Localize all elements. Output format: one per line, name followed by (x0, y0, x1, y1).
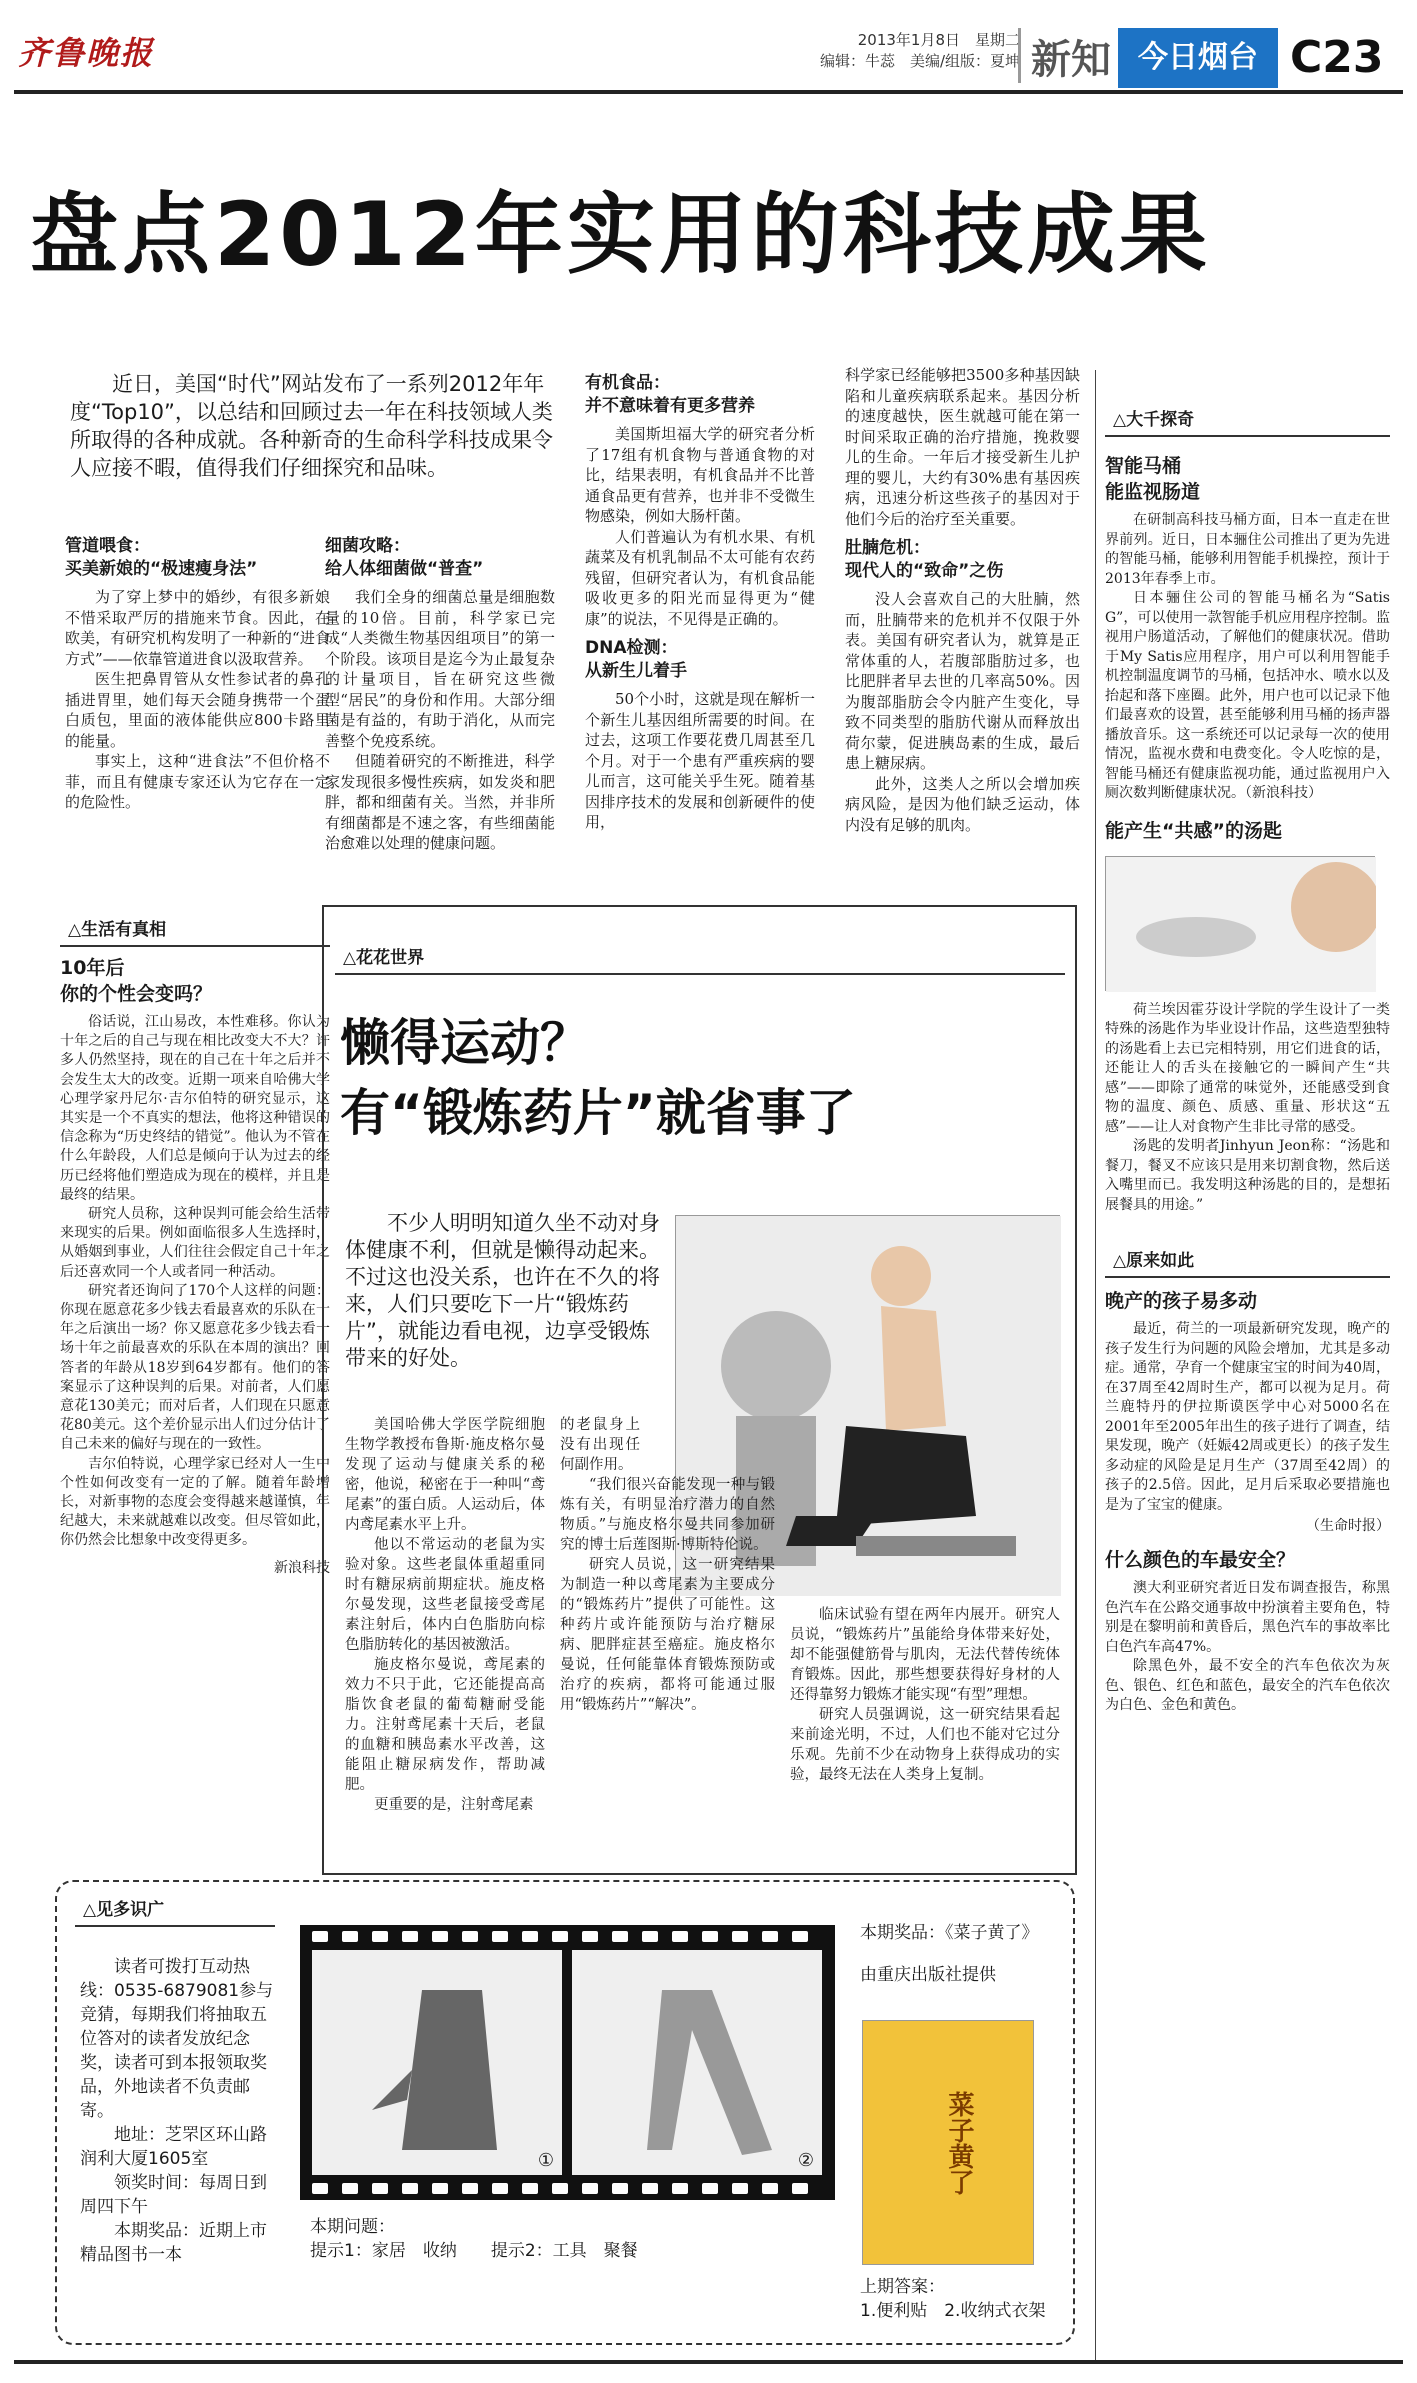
shark-bottle-icon (312, 1950, 562, 2175)
feature-title-line1: 懒得运动？ (340, 1014, 590, 1072)
quiz-photo-1 (312, 1950, 562, 2175)
lead-paragraph: 近日，美国“时代”网站发布了一系列2012年年度“Top10”，以总结和回顾过去一年在科技领域人类所取得的各种成就。各种新奇的生命科学科技成果令人应接不暇，值得我们仔细探究和品味。 (70, 372, 553, 480)
paragraph: 施皮格尔曼说，鸢尾素的效力不只于此，它还能提高高脂饮食老鼠的葡萄糖耐受能力。注射鸢尾素十天后，老鼠的血糖和胰岛素水平改善，这能阻止糖尿病发作，帮助减肥。 (345, 1657, 545, 1793)
film-strip (300, 1925, 835, 2200)
article-title: 你的个性会变吗？ (60, 983, 213, 1005)
paragraph: 更重要的是，注射鸢尾素 (374, 1797, 534, 1813)
paragraph: 澳大利亚研究者近日发布调查报告，称黑色汽车在公路交通事故中扮演着主要角色，特别是在黎明前和黄昏后，黑色汽车的事故率比白色汽车高47%。 (1105, 1580, 1390, 1655)
article-belly (845, 365, 1080, 835)
article-title: 能监视肠道 (1105, 481, 1201, 503)
article-title: 能产生“共感”的汤匙 (1105, 819, 1282, 842)
column-label: △大千探奇 (1105, 400, 1390, 437)
paragraph: 50个小时，这就是现在解析一个新生儿基因组所需要的时间。在过去，这项工作要花费几周甚至几个月。对于一个患有严重疾病的婴儿而言，这可能关乎生死。随着基因排序技术的发展和创新硬件的使用， (585, 690, 815, 831)
paragraph: 日本骊住公司的智能马桶名为“Satis G”，可以使用一款智能手机应用程序控制。监视用户肠道活动，了解他们的健康状况。借助于My Satis应用程序，用户可以利用智能手机控制温度调节的马桶，包括冲水、喷水以及抬起和落下座圈。此外，用户也可以记录下他们最喜欢的设置，甚至能够利用马桶的扬声器播放音乐。这一系统还可以记录每一次的使用情况，监视水费和电费变化。令人吃惊的是，智能马桶还有健康监视功能，通过监视用户入厕次数判断健康状况。（新浪科技） (1105, 590, 1390, 801)
paragraph: 在研制高科技马桶方面，日本一直走在世界前列。近日，日本骊住公司推出了更为先进的智能马桶，能够利用智能手机操控，预计于2013年春季上市。 (1105, 512, 1390, 587)
article-title: 智能马桶 (1105, 455, 1182, 477)
question-hints: 提示1：家居 收纳 提示2：工具 聚餐 (310, 2241, 638, 2261)
paragraph: 没人会喜欢自己的大肚腩，然而，肚腩带来的危机并不仅限于外表。美国有研究者认为，就算是正常体重的人，若腹部脂肪过多，也比肥胖者早去世的几率高50%。因为腹部脂肪会令内脏产生变化，导致不同类型的脂肪代谢从而释放出荷尔蒙，促进胰岛素的生成，最后患上糖尿病。 (845, 590, 1080, 772)
paragraph: 领奖时间：每周日到周四下午 (80, 2173, 267, 2217)
paragraph: 他以不常运动的老鼠为实验对象。这些老鼠体重超重同时有糖尿病前期症状。施皮格尔曼发现，这些老鼠接受鸢尾素注射后，体内白色脂肪向棕色脂肪转化的基因被激活。 (345, 1537, 545, 1653)
quiz-question (310, 2215, 830, 2263)
paragraph: 最近，荷兰的一项最新研究发现，晚产的孩子发生行为问题的风险会增加，尤其是多动症。通常，孕育一个健康宝宝的时间为40周，在37周至42周时生产，都可以视为足月。荷兰鹿特丹的伊拉斯谟医学中心对5000名在2001年至2005年出生的孩子进行了调查，结果发现，晚产（妊娠42周或更长）的孩子发生多动症的风险是足月生产（37周至42周）的孩子的2.5倍。因此，足月后采取必要措施也是为了宝宝的健康。 (1105, 1321, 1390, 1513)
section-tag: 今日烟台 (1118, 28, 1278, 88)
prize-source: 由重庆出版社提供 (860, 1965, 996, 1985)
prize-info (860, 1920, 1060, 1988)
paragraph: 地址：芝罘区环山路润利大厦1605室 (80, 2125, 267, 2169)
book-title: 菜子黄了 (944, 2091, 974, 2195)
paragraph: 临床试验有望在两年内展开。研究人员说，“锻炼药片”虽能给身体带来好处，却不能强健筋骨与肌肉，无法代替传统体育锻炼。因此，那些想要获得好身材的人还得靠努力锻炼才能实现“有型”理想。 (790, 1607, 1060, 1703)
feature-col-b (560, 1415, 775, 1715)
paragraph: 的老鼠身上没有出现任何副作用。 (560, 1417, 640, 1473)
paragraph: 人们普遍认为有机水果、有机蔬菜及有机乳制品不太可能有农药残留，但研究者认为，有机食品能吸收更多的阳光而显得更为“健康”的说法，不见得是正确的。 (585, 527, 815, 628)
prize-name: 本期奖品：《菜子黄了》 (860, 1923, 1039, 1943)
paragraph: 汤匙的发明者Jinhyun Jeon称：“汤匙和餐刀，餐叉不应该只是用来切割食物，然后送入嘴里而已。我发明这种汤匙的目的，是想拓展餐具的用途。” (1105, 1138, 1390, 1213)
feature-col-a (345, 1415, 545, 1815)
section-name: 新知 (1018, 28, 1118, 83)
photo-number: ② (797, 2150, 814, 2171)
article-title: 10年后 (60, 957, 125, 979)
subhead: DNA检测： (585, 638, 678, 658)
paragraph: 读者可拨打互动热线：0535-6879081参与竞猜，每期我们将抽取五位答对的读者发放纪念奖，读者可到本报领取奖品，外地读者不负责邮寄。 (80, 1957, 274, 2121)
feature-title-line2: 有“锻炼药片”就省事了 (340, 1084, 856, 1142)
paragraph: 为了穿上梦中的婚纱，有很多新娘不惜采取严厉的措施来节食。因此，在欧美，有研究机构发明了一种新的“进食方式”——依靠管道进食以汲取营养。 (65, 588, 330, 668)
source-credit: 新浪科技 (274, 1559, 330, 1576)
feature-col-c (790, 1605, 1060, 1785)
answer-title: 上期答案： (860, 2277, 945, 2297)
main-headline: 盘点2012年实用的科技成果 (30, 183, 1211, 286)
subhead: 现代人的“致命”之伤 (845, 561, 1004, 581)
paragraph: 研究者还询问了170个人这样的问题：你现在愿意花多少钱去看最喜欢的乐队在十年之后演出一场？你又愿意花多少钱去看一场十年之前最喜欢的乐队在本周的演出？回答者的年龄从18岁到64岁都有。他们的答案显示了这种误判的后果。对前者，人们愿意花130美元；而对后者，人们现在只愿意花80美元。这个差价显示出人们过分估计了自己未来的偏好与现在的一致性。 (60, 1282, 330, 1453)
subhead: 给人体细菌做“普查” (325, 559, 484, 579)
header-rule (14, 90, 1403, 94)
question-title: 本期问题： (310, 2217, 395, 2237)
paragraph: 医生把鼻胃管从女性参试者的鼻孔插进胃里，她们每天会随身携带一个蛋白质包，里面的液体能供应800卡路里的能量。 (65, 670, 330, 750)
paragraph: 俗话说，江山易改，本性难移。你认为十年之后的自己与现在相比改变大不大？许多人仍然坚持，现在的自己在十年之后并不会发生太大的改变。近期一项来自哈佛大学心理学家丹尼尔·吉尔伯特的研究显示，这其实是一个不真实的想法，他将这种错误的信念称为“历史终结的错觉”。他认为不管在什么年龄段，人们总是倾向于认为过去的经历已经将他们塑造成为现在的模样，并且是最终的结果。 (60, 1014, 330, 1203)
subhead: 管道喂食： (65, 536, 150, 556)
column-label: △见多识广 (75, 1890, 275, 1927)
article-organic-dna (585, 372, 815, 833)
paragraph: 吉尔伯特说，心理学家已经对人一生中个性如何改变有一定的了解。随着年龄增长，对新事物的态度会变得越来越谨慎，年纪越大，未来就越难以改变。但尽管如此，你仍然会比想象中改变得更多。 (60, 1455, 330, 1549)
issue-info (750, 30, 1020, 72)
subhead: 有机食品： (585, 373, 670, 393)
quiz-info (80, 1955, 280, 2267)
quiz-photo-2 (572, 1950, 822, 2175)
article-title: 晚产的孩子易多动 (1105, 1290, 1258, 1312)
newspaper-logo: 齐鲁晚报 (18, 34, 155, 72)
article-title: 什么颜色的车最安全？ (1105, 1549, 1296, 1571)
book-cover (862, 2020, 1034, 2265)
editors: 编辑：牛蕊 美编/组版：夏坤 (819, 52, 1020, 70)
paragraph: 研究人员称，这种误判可能会给生活带来现实的后果。例如面临很多人生选择时，从婚姻到事业，人们往往会假定自己十年之后还喜欢同一个人或者同一种活动。 (60, 1206, 330, 1280)
subhead: 并不意味着有更多营养 (585, 396, 755, 416)
tool-icon (572, 1950, 822, 2175)
paragraph: 本期奖品：近期上市精品图书一本 (80, 2221, 267, 2265)
article-tube-feeding (65, 535, 330, 813)
footer-rule (14, 2360, 1403, 2364)
source-credit: （生命时报） (1306, 1518, 1390, 1534)
photo-number: ① (537, 2150, 554, 2171)
article-personality (60, 910, 330, 1577)
subhead: 肚腩危机： (845, 538, 930, 558)
paragraph: 美国斯坦福大学的研究者分析了17组有机食物与普通食物的对比，结果表明，有机食品并不比普通食品更有营养，也并非不受微生物感染，例如大肠杆菌。 (585, 425, 815, 525)
paragraph: 除黑色外，最不安全的汽车色依次为灰色、银色、红色和蓝色，最安全的汽车色依次为白色、金色和黄色。 (1105, 1658, 1390, 1713)
spoon-icon (1106, 857, 1376, 992)
paragraph: 但随着研究的不断推进，科学家发现很多慢性疾病，如发炎和肥胖，都和细菌有关。当然，并非所有细菌都是不速之客，有些细菌能治愈难以处理的健康问题。 (325, 752, 555, 852)
article-bacteria (325, 535, 555, 854)
issue-date: 2013年1月8日 星期二 (857, 31, 1020, 49)
column-label: △花花世界 (335, 938, 1065, 975)
paragraph: 我们全身的细菌总量是细胞数量的10倍。目前，科学家已完成“人类微生物基因组项目”的第一个阶段。该项目是迄今为止最复杂的计量项目，旨在研究这些微型“居民”的身份和作用。大部分细菌是有益的，有助于消化，从而完善整个免疫系统。 (325, 588, 555, 750)
paragraph: 此外，这类人之所以会增加疾病风险，是因为他们缺乏运动，体内没有足够的肌肉。 (845, 774, 1080, 834)
last-answer (860, 2275, 1070, 2323)
column-label: △生活有真相 (60, 910, 330, 947)
spoon-photo (1105, 856, 1375, 991)
paragraph: “我们很兴奋能发现一种与锻炼有关，有明显治疗潜力的自然物质。”与施皮格尔曼共同参加研究的博士后莲图斯·博斯特伦说。 (560, 1477, 775, 1553)
answer-text: 1.便利贴 2.收纳式衣架 (860, 2301, 1046, 2321)
paragraph: 荷兰埃因霍芬设计学院的学生设计了一类特殊的汤匙作为毕业设计作品，这些造型独特的汤匙看上去已完相特别，用它们进食的话，还能让人的舌头在接触它的一瞬间产生“共感”——即除了通常的味觉外，还能感受到食物的温度、颜色、质感、重量、形状这“五感”——让人对食物产生非比寻常的感受。 (1105, 1001, 1390, 1135)
page-number: C23 (1290, 32, 1384, 83)
paragraph: 研究人员强调说，这一研究结果看起来前途光明，不过，人们也不能对它过分乐观。先前不少在动物身上获得成功的实验，最终无法在人类身上复制。 (790, 1707, 1060, 1783)
subhead: 从新生儿着手 (585, 661, 687, 681)
paragraph: 美国哈佛大学医学院细胞生物学教授布鲁斯·施皮格尔曼发现了运动与健康关系的秘密，他说，秘密在于一种叫“鸢尾素”的蛋白质。人运动后，体内鸢尾素水平上升。 (345, 1417, 545, 1533)
feature-intro: 不少人明明知道久坐不动对身体健康不利，但就是懒得动起来。不过这也没关系，也许在不久的将来，人们只要吃下一片“锻炼药片”，就能边看电视，边享受锻炼带来的好处。 (345, 1211, 660, 1370)
subhead: 买美新娘的“极速瘦身法” (65, 559, 258, 579)
subhead: 细菌攻略： (325, 536, 410, 556)
right-column (1105, 400, 1390, 1716)
paragraph: 科学家已经能够把3500多种基因缺陷和儿童疾病联系起来。基因分析的速度越快，医生就越可能在第一时间采取正确的治疗措施，挽救婴儿的生命。一年后才接受新生儿护理的婴儿，大约有30%患有基因疾病，迅速分析这些孩子的基因对于他们今后的治疗至关重要。 (845, 366, 1080, 528)
column-divider (1095, 370, 1096, 2360)
paragraph: 事实上，这种“进食法”不但价格不菲，而且有健康专家还认为它存在一定的危险性。 (65, 752, 330, 811)
paragraph: 研究人员说，这一研究结果为制造一种以鸢尾素为主要成分的“锻炼药片”提供了可能性。这种药片或许能预防与治疗糖尿病、肥胖症甚至癌症。施皮格尔曼说，任何能靠体育锻炼预防或治疗的疾病，都将可能通过服用“锻炼药片”“解决”。 (560, 1557, 775, 1713)
column-label: △原来如此 (1105, 1241, 1390, 1278)
